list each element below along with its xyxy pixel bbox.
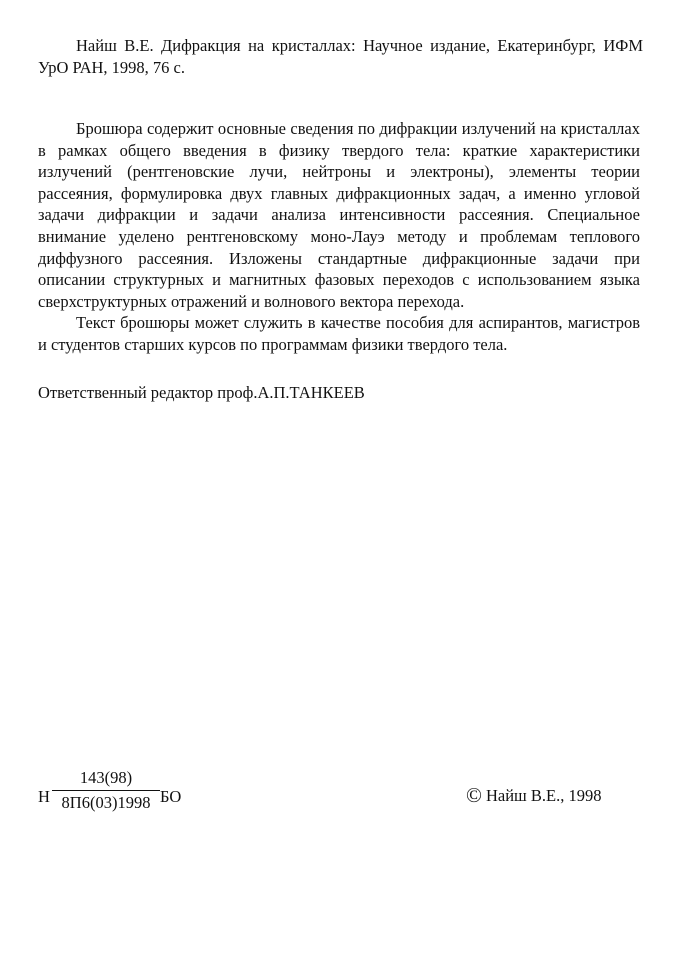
abstract-paragraph: Текст брошюры может служить в качестве пособия для аспирантов, магистров и студентов старших курсов по программам физики твердого тела. bbox=[38, 313, 640, 354]
copyright-icon: © bbox=[466, 783, 482, 807]
abstract bbox=[38, 118, 640, 356]
publication-code-denominator: 8П6(03)1998 bbox=[61, 793, 151, 812]
publication-code-prefix: Н bbox=[38, 787, 50, 806]
copyright-notice bbox=[466, 784, 601, 807]
bibliographic-entry: Найш В.Е. Дифракция на кристаллах: Научное издание, Екатеринбург, ИФМ УрО РАН, 1998, 76 с. bbox=[38, 36, 643, 77]
responsible-editor: Ответственный редактор проф.А.П.ТАНКЕЕВ bbox=[38, 383, 365, 402]
publication-code-fraction bbox=[52, 768, 160, 813]
abstract-paragraph: Брошюра содержит основные сведения по дифракции излучений на кристаллах в рамках общего введения в физику твердого тела: краткие характеристики излучений (рентгеновские лучи, нейтроны и электроны), элементы теории рассеяния, формулировка двух главных дифракционных задач, а именно угловой задачи дифракции и задачи анализа интенсивности рассеяния. Специальное внимание уделено рентгеновскому моно-Лауэ методу и проблемам теплового диффузного рассеяния. Изложены стандартные дифракционные задачи при описании структурных и магнитных фазовых переходов с использованием языка сверхструктурных отражений и волнового вектора перехода. bbox=[38, 119, 640, 311]
publication-code-numerator: 143(98) bbox=[79, 768, 133, 787]
publication-code-suffix: БО bbox=[160, 787, 182, 806]
fraction-bar bbox=[52, 790, 160, 791]
copyright-text: Найш В.Е., 1998 bbox=[485, 786, 602, 805]
